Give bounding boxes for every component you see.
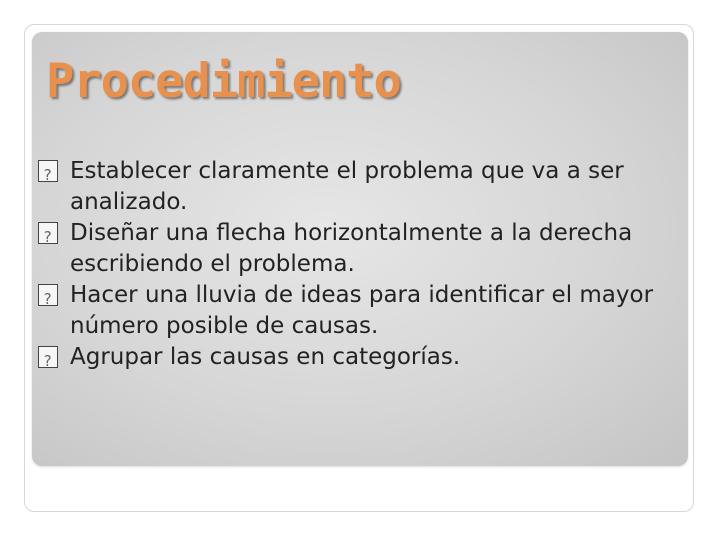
missing-glyph-icon	[38, 222, 58, 244]
missing-glyph-icon	[38, 284, 58, 306]
missing-glyph-icon	[38, 160, 58, 182]
bullet-list	[38, 156, 678, 373]
bullet-text: Agrupar las causas en categorías.	[70, 344, 461, 370]
bullet-text: Establecer claramente el problema que va a ser analizado.	[70, 158, 624, 215]
bullet-text: Hacer una lluvia de ideas para identificar el mayor número posible de causas.	[70, 282, 654, 339]
bullet-item	[38, 342, 678, 373]
bullet-item	[38, 218, 678, 280]
missing-glyph-icon	[38, 346, 58, 368]
bullet-item	[38, 156, 678, 218]
bullet-text: Diseñar una flecha horizontalmente a la derecha escribiendo el problema.	[70, 220, 633, 277]
bullet-item	[38, 280, 678, 342]
slide-title: Procedimiento	[46, 54, 401, 109]
